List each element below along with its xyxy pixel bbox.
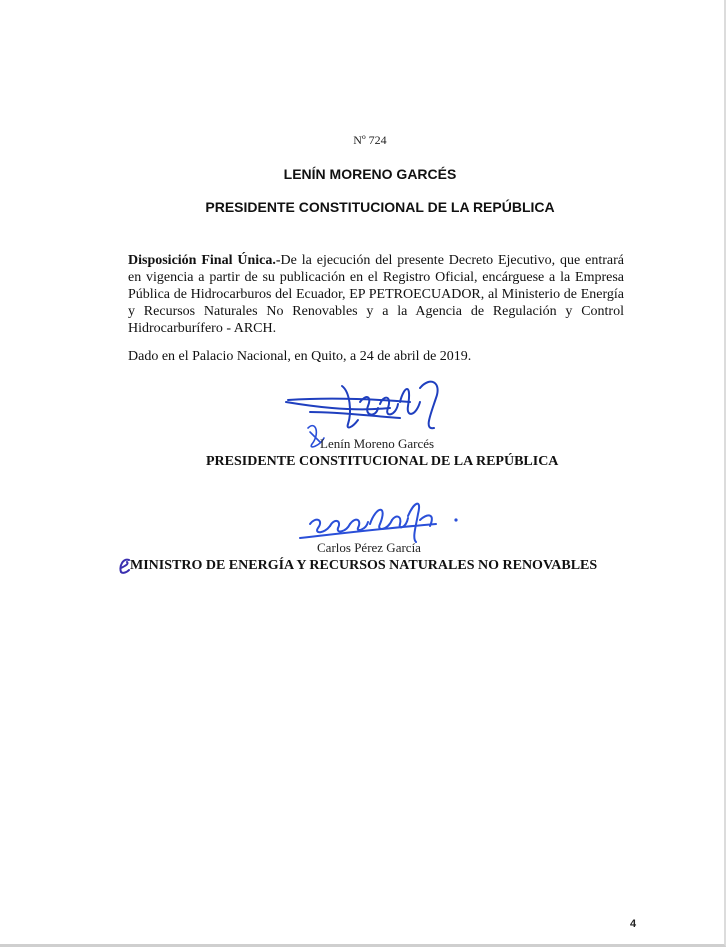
page-number: 4 xyxy=(630,918,637,930)
disposition-heading: Disposición Final Única.- xyxy=(128,253,281,268)
disposition-paragraph xyxy=(128,252,624,337)
dado-line: Dado en el Palacio Nacional, en Quito, a 24 de abril de 2019. xyxy=(128,349,472,364)
disposition-text: De la ejecución del presente Decreto Ejecutivo, que entrará en vigencia a partir de su publicación en el Registro Oficial, encárguese a la Empresa Pública de Hidrocarburos del Ecuador, EP PETROECUADOR, al Ministerio de Energía y Recursos Naturales No Renovables y a la Agencia de Regulación y Control Hidrocarburífero - ARCH. xyxy=(128,253,624,336)
decree-number: Nº 724 xyxy=(353,133,387,147)
president-office-heading: PRESIDENTE CONSTITUCIONAL DE LA REPÚBLICA xyxy=(205,199,555,215)
president-signatory-office: PRESIDENTE CONSTITUCIONAL DE LA REPÚBLICA xyxy=(206,454,559,469)
minister-signatory-office: MINISTRO DE ENERGÍA Y RECURSOS NATURALES NO RENOVABLES xyxy=(130,558,598,573)
president-signatory-name: Lenín Moreno Garcés xyxy=(320,436,435,451)
president-name-heading: LENÍN MORENO GARCÉS xyxy=(283,166,457,182)
minister-signatory-name: Carlos Pérez García xyxy=(317,540,421,555)
